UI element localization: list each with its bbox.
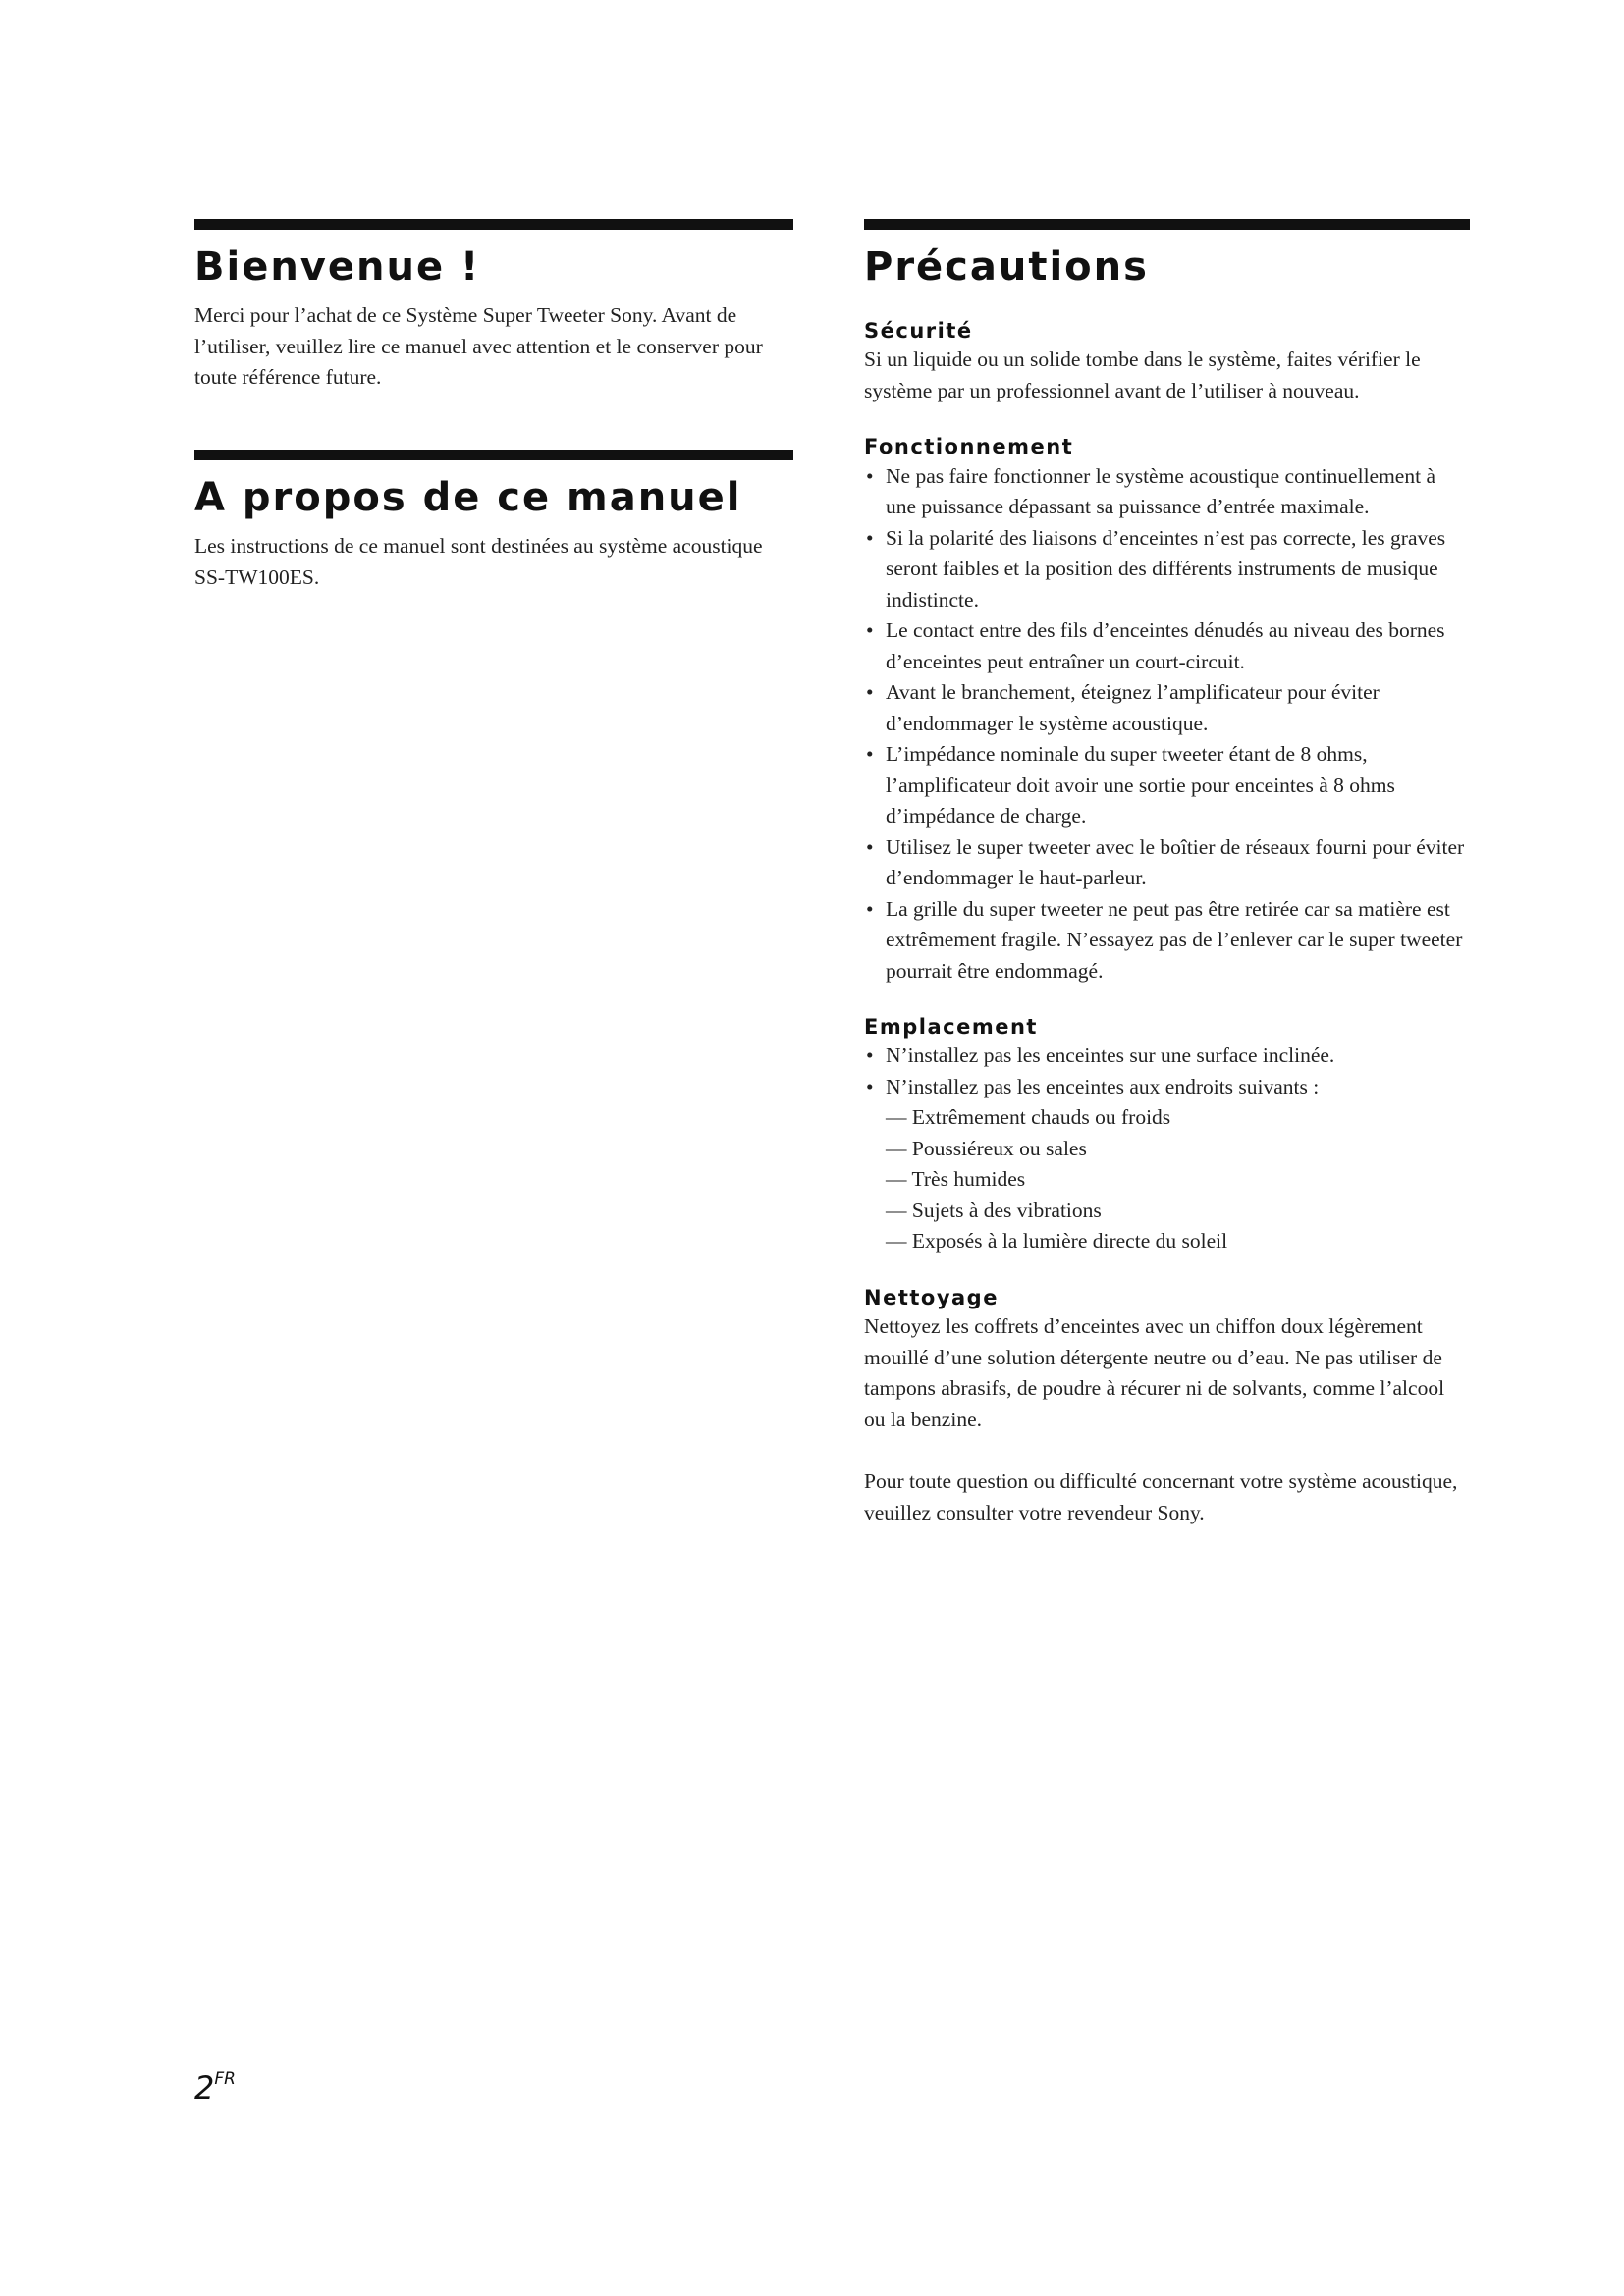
precautions-title: Précautions (864, 244, 1149, 290)
emplacement-list (864, 1041, 1470, 1102)
securite-body: Si un liquide ou un solide tombe dans le système, faites vérifier le système par un professionnel avant de l’utiliser à nouveau. (864, 347, 1421, 402)
right-column (864, 219, 1470, 1528)
securite-heading: Sécurité (864, 319, 973, 343)
fonctionnement-heading: Fonctionnement (864, 435, 1074, 459)
section-rule (194, 450, 793, 460)
welcome-body: Merci pour l’achat de ce Système Super Tweeter Sony. Avant de l’utiliser, veuillez lire ce manuel avec attention et le conserver pour toute référence future. (194, 303, 763, 389)
nettoyage-body: Nettoyez les coffrets d’enceintes avec un chiffon doux légèrement mouillé d’une solution détergente neutre ou d’eau. Ne pas utiliser de tampons abrasifs, de poudre à récurer ni de solvants, comme l’alcool ou la benzine. (864, 1314, 1445, 1431)
contact-note: Pour toute question ou difficulté concernant votre système acoustique, veuillez consulter votre revendeur Sony. (864, 1469, 1458, 1524)
emplacement-sublist (864, 1102, 1470, 1257)
fonctionnement-list (864, 461, 1470, 988)
page-number (194, 2069, 236, 2107)
list-item: • Le contact entre des fils d’enceintes dénudés au niveau des bornes d’enceintes peut entraîner un court-circuit. (864, 615, 1470, 677)
list-item: • La grille du super tweeter ne peut pas être retirée car sa matière est extrêmement fragile. N’essayez pas de l’enlever car le super tweeter pourrait être endommagé. (864, 894, 1470, 988)
list-item: • Ne pas faire fonctionner le système acoustique continuellement à une puissance dépassant sa puissance d’entrée maximale. (864, 461, 1470, 523)
sub-list-item: — Extrêmement chauds ou froids (864, 1102, 1470, 1134)
about-section (194, 450, 793, 593)
about-body: Les instructions de ce manuel sont destinées au système acoustique SS-TW100ES. (194, 534, 763, 589)
page-number-value: 2 (194, 2069, 215, 2107)
sub-list-item: — Très humides (864, 1164, 1470, 1196)
welcome-title: Bienvenue ! (194, 244, 481, 290)
sub-list-item: — Exposés à la lumière directe du soleil (864, 1226, 1470, 1257)
nettoyage-heading: Nettoyage (864, 1285, 999, 1309)
list-item: • N’installez pas les enceintes aux endroits suivants : (864, 1072, 1470, 1103)
sub-list-item: — Poussiéreux ou sales (864, 1134, 1470, 1165)
list-item: • L’impédance nominale du super tweeter étant de 8 ohms, l’amplificateur doit avoir une sortie pour enceintes à 8 ohms d’impédance de charge. (864, 739, 1470, 832)
welcome-section (194, 219, 793, 394)
list-item: • N’installez pas les enceintes sur une surface inclinée. (864, 1041, 1470, 1072)
emplacement-heading: Emplacement (864, 1015, 1038, 1040)
section-rule (194, 219, 793, 230)
section-rule (864, 219, 1470, 230)
list-item: • Si la polarité des liaisons d’enceintes n’est pas correcte, les graves seront faibles et la position des différents instruments de musique indistincte. (864, 523, 1470, 616)
about-title: A propos de ce manuel (194, 475, 742, 520)
list-item: • Avant le branchement, éteignez l’amplificateur pour éviter d’endommager le système acoustique. (864, 677, 1470, 739)
page-language-suffix: FR (214, 2069, 236, 2090)
sub-list-item: — Sujets à des vibrations (864, 1196, 1470, 1227)
list-item: • Utilisez le super tweeter avec le boîtier de réseaux fourni pour éviter d’endommager le haut-parleur. (864, 832, 1470, 894)
